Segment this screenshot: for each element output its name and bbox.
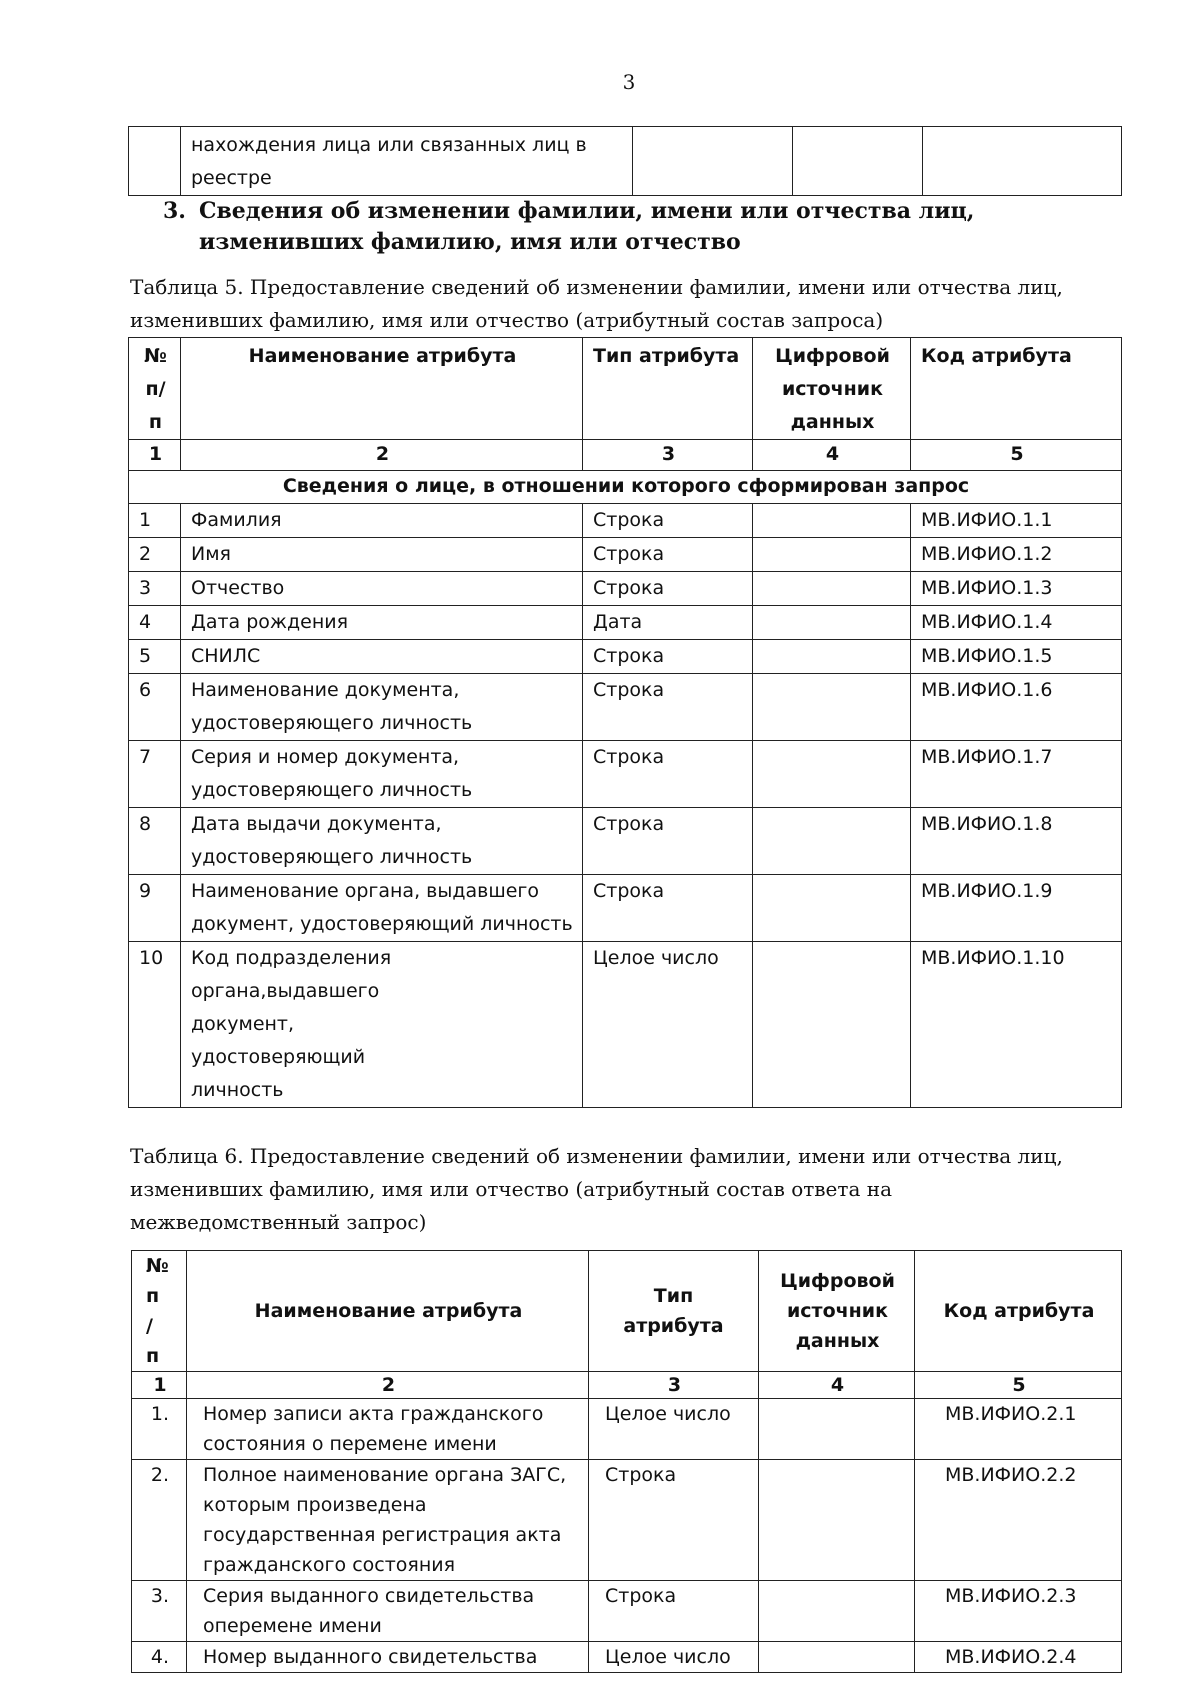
cell-type: Целое число xyxy=(589,1399,759,1460)
header-num: № п/п xyxy=(129,338,181,440)
cell-source xyxy=(753,572,911,606)
continuation-line-1: нахождения лица или связанных лиц в xyxy=(191,134,587,156)
page-number: 3 xyxy=(622,70,636,94)
cell-name: Номер выданного свидетельства xyxy=(187,1642,589,1673)
cell-type: Строка xyxy=(583,875,753,942)
cell-name: Код подразделения органа,выдавшего документ, удостоверяющий личность xyxy=(181,942,583,1108)
cell-code: МВ.ИФИО.1.2 xyxy=(911,538,1122,572)
cell-num xyxy=(129,127,181,196)
table6-column-numbers xyxy=(132,1372,1122,1399)
table5-group-row xyxy=(129,471,1122,504)
cell-name xyxy=(181,127,633,196)
cell-code: МВ.ИФИО.1.3 xyxy=(911,572,1122,606)
column-number: 3 xyxy=(583,440,753,471)
header-name: Наименование атрибута xyxy=(187,1251,589,1372)
table-row xyxy=(132,1581,1122,1642)
column-number: 4 xyxy=(759,1372,915,1399)
cell-name: Серия выданного свидетельства оперемене имени xyxy=(187,1581,589,1642)
column-number: 2 xyxy=(187,1372,589,1399)
cell-code: МВ.ИФИО.1.9 xyxy=(911,875,1122,942)
table-row xyxy=(129,640,1122,674)
cell-type: Строка xyxy=(583,504,753,538)
cell-num: 8 xyxy=(129,808,181,875)
table-row xyxy=(132,1642,1122,1673)
table-row xyxy=(129,538,1122,572)
cell-type: Целое число xyxy=(583,942,753,1108)
cell-num: 9 xyxy=(129,875,181,942)
cell-num: 4. xyxy=(132,1642,187,1673)
cell-source xyxy=(753,538,911,572)
cell-code: МВ.ИФИО.1.5 xyxy=(911,640,1122,674)
cell-code xyxy=(923,127,1122,196)
cell-name: Имя xyxy=(181,538,583,572)
cell-source xyxy=(759,1642,915,1673)
header-num xyxy=(132,1251,187,1372)
cell-name: Наименование органа, выдавшего документ, удостоверяющий личность xyxy=(181,875,583,942)
table-row xyxy=(132,1399,1122,1460)
table6-header-row xyxy=(132,1251,1122,1372)
cell-num: 5 xyxy=(129,640,181,674)
section-heading xyxy=(163,196,1093,258)
continuation-line-2: реестре xyxy=(191,167,272,189)
table6-caption: Таблица 6. Предоставление сведений об изменении фамилии, имени или отчества лиц, изменивших фамилию, имя или отчество (атрибутный состав ответа на межведомственный запрос) xyxy=(130,1144,1063,1234)
cell-code: МВ.ИФИО.2.3 xyxy=(915,1581,1122,1642)
header-code: Код атрибута xyxy=(915,1251,1122,1372)
continuation-table xyxy=(128,126,1122,196)
section-number: 3. xyxy=(163,198,186,224)
cell-type: Строка xyxy=(583,808,753,875)
cell-num: 7 xyxy=(129,741,181,808)
cell-num: 4 xyxy=(129,606,181,640)
table-row xyxy=(129,741,1122,808)
cell-source xyxy=(753,640,911,674)
table-row xyxy=(129,942,1122,1108)
table6 xyxy=(131,1250,1122,1673)
cell-num: 2 xyxy=(129,538,181,572)
cell-type xyxy=(633,127,793,196)
cell-name: Отчество xyxy=(181,572,583,606)
table-row xyxy=(129,674,1122,741)
column-number: 5 xyxy=(911,440,1122,471)
cell-name: Полное наименование органа ЗАГС, которым произведена государственная регистрация акта гражданского состояния xyxy=(187,1460,589,1581)
table-row xyxy=(129,504,1122,538)
header-type: Тип атрибута xyxy=(583,338,753,440)
header-type: Тип атрибута xyxy=(589,1251,759,1372)
cell-num: 10 xyxy=(129,942,181,1108)
table5-column-numbers xyxy=(129,440,1122,471)
table5 xyxy=(128,337,1122,1108)
table-row xyxy=(129,127,1122,196)
cell-num: 3. xyxy=(132,1581,187,1642)
cell-source xyxy=(759,1581,915,1642)
cell-code: МВ.ИФИО.2.1 xyxy=(915,1399,1122,1460)
column-number: 3 xyxy=(589,1372,759,1399)
table-row xyxy=(129,808,1122,875)
cell-source xyxy=(793,127,923,196)
table-row xyxy=(129,606,1122,640)
column-number: 1 xyxy=(132,1372,187,1399)
cell-name: Номер записи акта гражданского состояния о перемене имени xyxy=(187,1399,589,1460)
cell-num: 6 xyxy=(129,674,181,741)
cell-type: Строка xyxy=(589,1460,759,1581)
cell-name: СНИЛС xyxy=(181,640,583,674)
cell-code: МВ.ИФИО.2.2 xyxy=(915,1460,1122,1581)
cell-type: Строка xyxy=(589,1581,759,1642)
cell-code: МВ.ИФИО.1.6 xyxy=(911,674,1122,741)
cell-name: Дата рождения xyxy=(181,606,583,640)
cell-type: Строка xyxy=(583,741,753,808)
header-code: Код атрибута xyxy=(911,338,1122,440)
cell-name: Наименование документа, удостоверяющего личность xyxy=(181,674,583,741)
cell-source xyxy=(759,1460,915,1581)
cell-source xyxy=(753,504,911,538)
section-title: Сведения об изменении фамилии, имени или отчества лиц, изменивших фамилию, имя или отчество xyxy=(199,198,975,255)
cell-num: 2. xyxy=(132,1460,187,1581)
cell-num: 1 xyxy=(129,504,181,538)
header-source: Цифровой источник данных xyxy=(753,338,911,440)
cell-code: МВ.ИФИО.1.1 xyxy=(911,504,1122,538)
cell-source xyxy=(753,741,911,808)
column-number: 5 xyxy=(915,1372,1122,1399)
table-row xyxy=(129,572,1122,606)
cell-name: Дата выдачи документа, удостоверяющего личность xyxy=(181,808,583,875)
cell-code: МВ.ИФИО.1.7 xyxy=(911,741,1122,808)
cell-name: Фамилия xyxy=(181,504,583,538)
group-title: Сведения о лице, в отношении которого сформирован запрос xyxy=(129,471,1122,504)
cell-code: МВ.ИФИО.1.8 xyxy=(911,808,1122,875)
cell-type: Строка xyxy=(583,640,753,674)
cell-type: Строка xyxy=(583,538,753,572)
header-source: Цифровой источник данных xyxy=(759,1251,915,1372)
cell-code: МВ.ИФИО.2.4 xyxy=(915,1642,1122,1673)
header-num-text: № п / п xyxy=(146,1255,169,1367)
column-number: 2 xyxy=(181,440,583,471)
cell-type: Целое число xyxy=(589,1642,759,1673)
cell-code: МВ.ИФИО.1.10 xyxy=(911,942,1122,1108)
cell-type: Строка xyxy=(583,674,753,741)
cell-code: МВ.ИФИО.1.4 xyxy=(911,606,1122,640)
cell-type: Дата xyxy=(583,606,753,640)
cell-name: Серия и номер документа, удостоверяющего личность xyxy=(181,741,583,808)
column-number: 1 xyxy=(129,440,181,471)
column-number: 4 xyxy=(753,440,911,471)
cell-source xyxy=(753,875,911,942)
table-row xyxy=(129,875,1122,942)
table-row xyxy=(132,1460,1122,1581)
cell-source xyxy=(753,942,911,1108)
cell-type: Строка xyxy=(583,572,753,606)
cell-source xyxy=(753,674,911,741)
header-name: Наименование атрибута xyxy=(181,338,583,440)
table5-caption: Таблица 5. Предоставление сведений об изменении фамилии, имени или отчества лиц, изменивших фамилию, имя или отчество (атрибутный состав запроса) xyxy=(130,275,1063,332)
cell-source xyxy=(753,808,911,875)
cell-source xyxy=(759,1399,915,1460)
table5-header-row xyxy=(129,338,1122,440)
cell-num: 1. xyxy=(132,1399,187,1460)
cell-num: 3 xyxy=(129,572,181,606)
cell-source xyxy=(753,606,911,640)
